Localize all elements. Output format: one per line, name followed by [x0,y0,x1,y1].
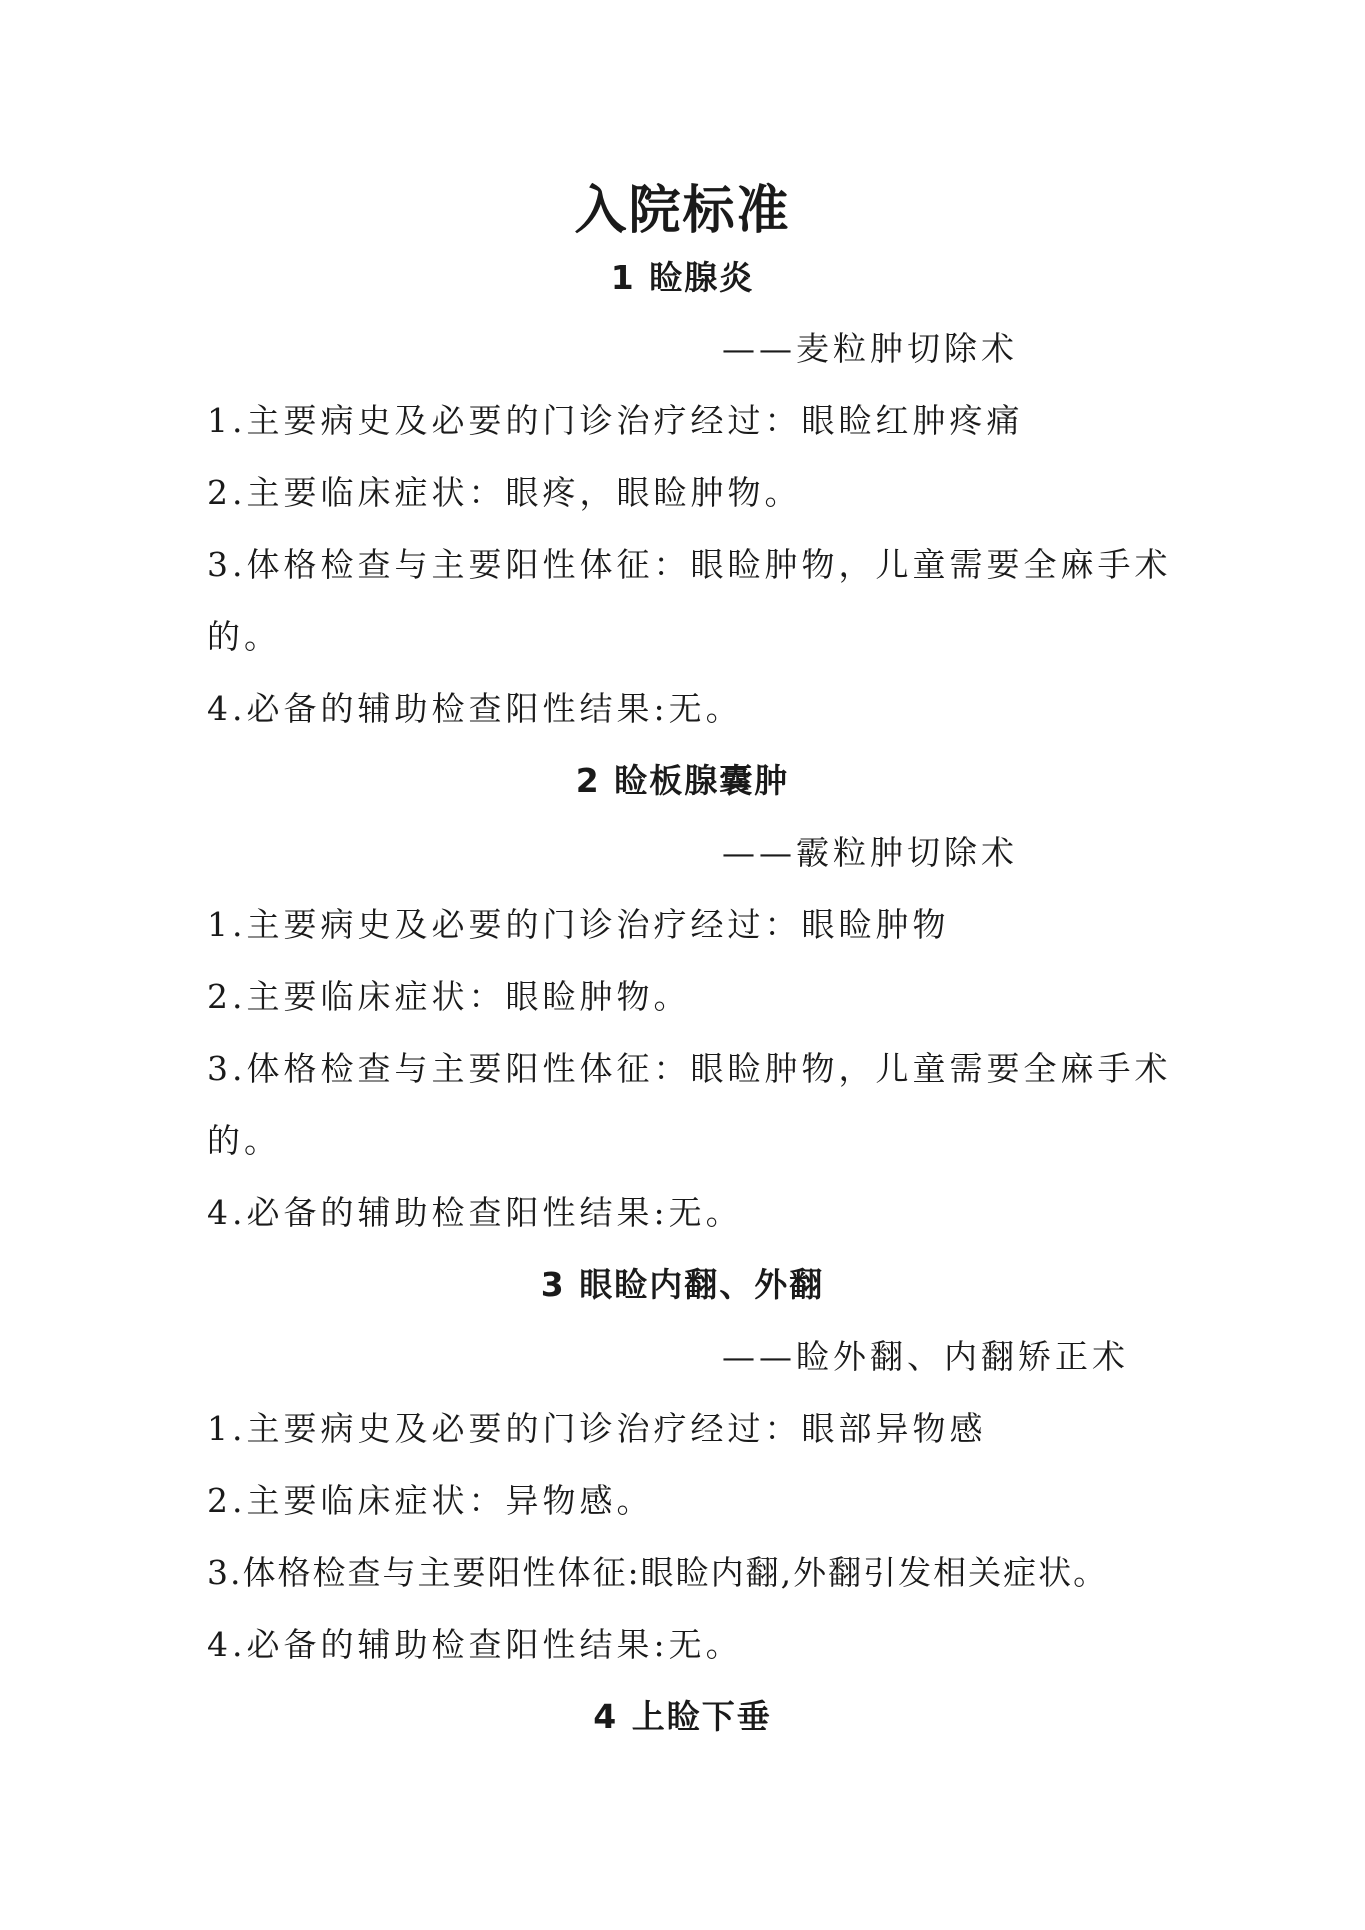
criteria-line: 的。 [207,617,281,656]
criteria-line: 1.主要病史及必要的门诊治疗经过：眼睑肿物 [207,905,950,944]
procedure-name-3: ——睑外翻、内翻矫正术 [722,1337,1129,1376]
criteria-line: 2.主要临床症状：眼疼，眼睑肿物。 [207,473,802,512]
criteria-line: 的。 [207,1121,281,1160]
section-heading-2: 2 睑板腺囊肿 [575,761,790,800]
criteria-line: 3.体格检查与主要阳性体征：眼睑肿物，儿童需要全麻手术 [207,545,1172,584]
criteria-line: 3.体格检查与主要阳性体征:眼睑内翻,外翻引发相关症状。 [207,1553,1109,1592]
section-heading-3: 3 眼睑内翻、外翻 [540,1265,825,1304]
procedure-name-2: ——霰粒肿切除术 [722,833,1018,872]
criteria-line: 4.必备的辅助检查阳性结果:无。 [207,1193,743,1232]
criteria-line: 2.主要临床症状：异物感。 [207,1481,654,1520]
criteria-line: 4.必备的辅助检查阳性结果:无。 [207,689,743,728]
section-heading-1: 1 睑腺炎 [610,258,755,297]
criteria-line: 1.主要病史及必要的门诊治疗经过：眼部异物感 [207,1409,987,1448]
criteria-line: 4.必备的辅助检查阳性结果:无。 [207,1625,743,1664]
criteria-line: 3.体格检查与主要阳性体征：眼睑肿物，儿童需要全麻手术 [207,1049,1172,1088]
section-heading-4: 4 上睑下垂 [593,1697,772,1736]
criteria-line: 1.主要病史及必要的门诊治疗经过：眼睑红肿疼痛 [207,401,1024,440]
document-title: 入院标准 [574,181,791,241]
criteria-line: 2.主要临床症状：眼睑肿物。 [207,977,691,1016]
procedure-name-1: ——麦粒肿切除术 [722,329,1018,368]
